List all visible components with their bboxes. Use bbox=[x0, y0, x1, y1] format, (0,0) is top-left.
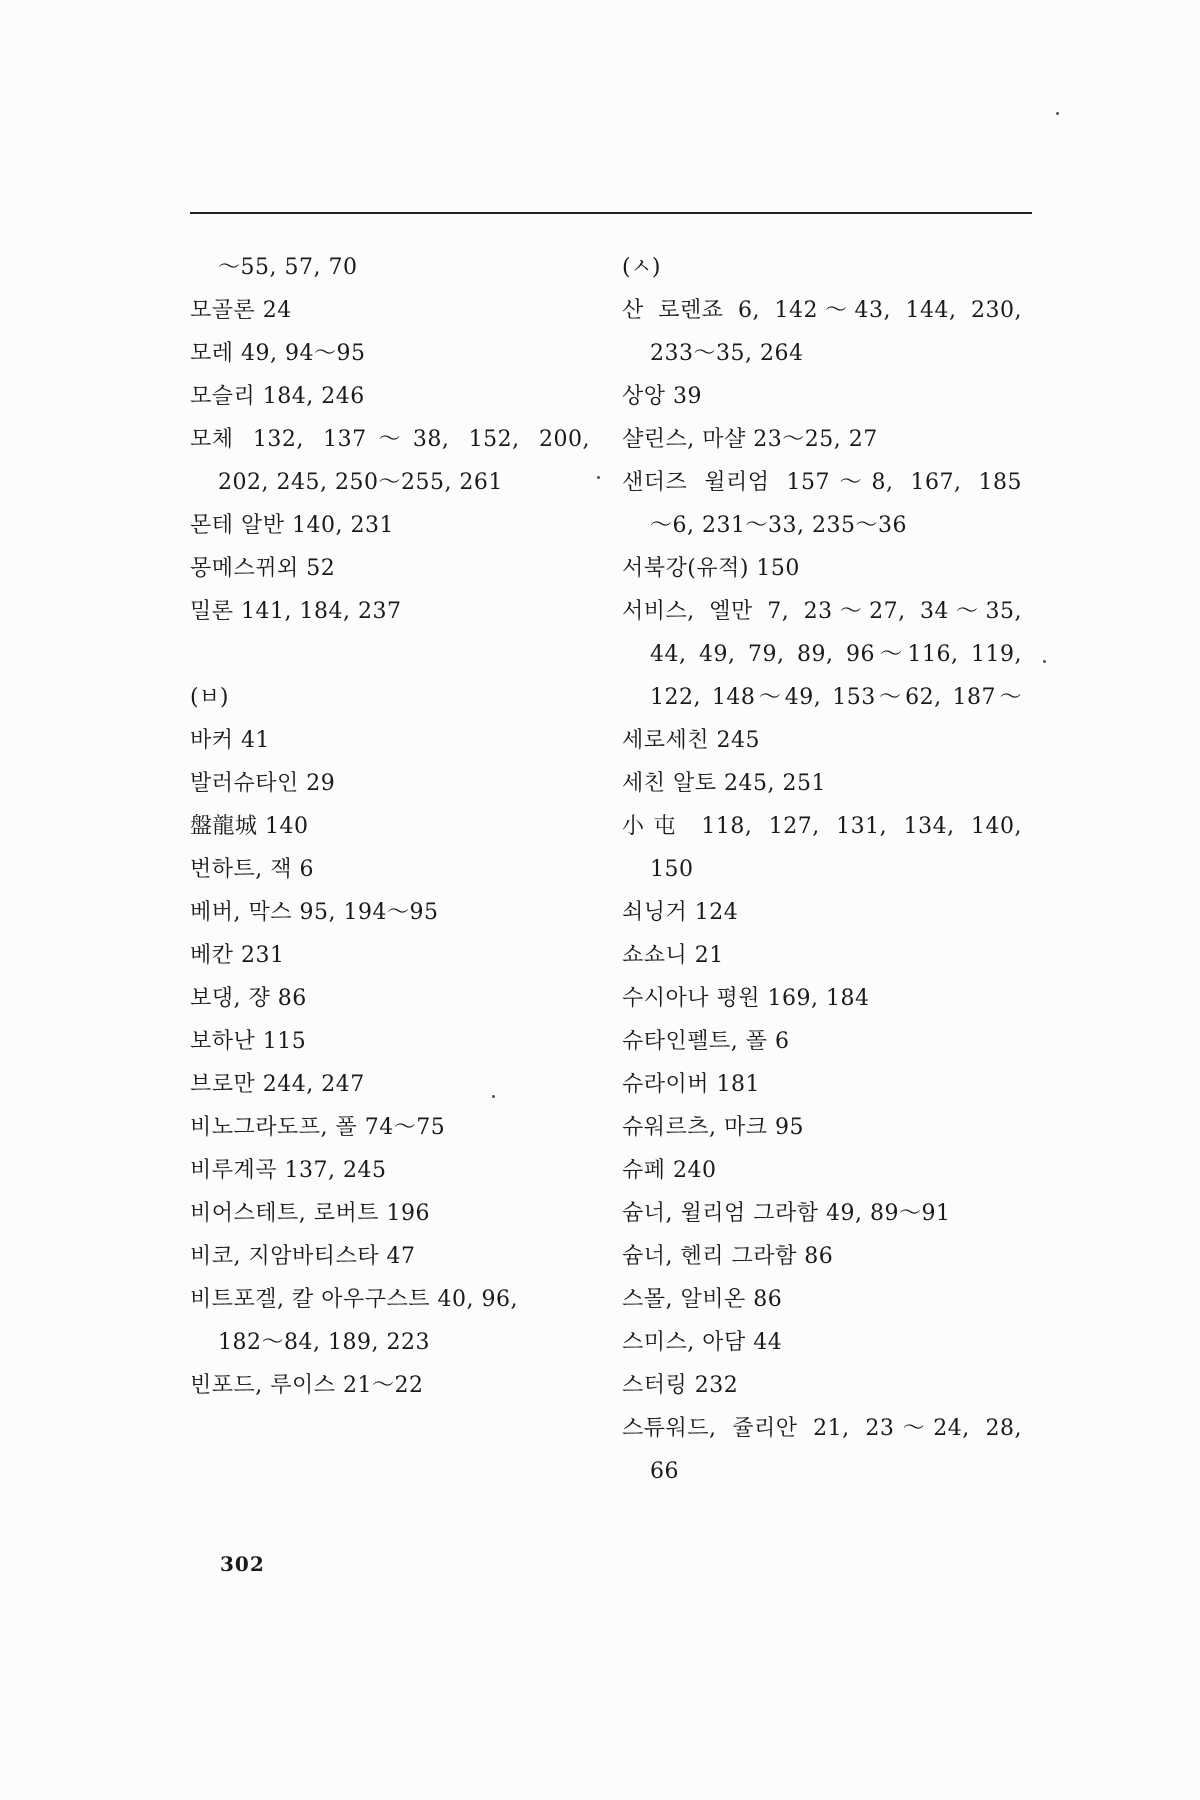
index-entry: ～55, 57, 70 bbox=[218, 255, 358, 280]
index-entry: 빈포드, 루이스 21～22 bbox=[190, 1373, 424, 1398]
index-entry: 쇼쇼니 21 bbox=[622, 943, 724, 968]
index-entry: 슈라이버 181 bbox=[622, 1072, 760, 1097]
index-entry: 스몰, 알비온 86 bbox=[622, 1287, 783, 1312]
index-entry-continuation: ～6, 231～33, 235～36 bbox=[650, 513, 907, 538]
index-entry: 상앙 39 bbox=[622, 384, 702, 409]
index-entry: 세로세친 245 bbox=[622, 728, 760, 753]
index-entry: 바커 41 bbox=[190, 728, 270, 753]
section-heading-b: (ㅂ) bbox=[190, 685, 229, 710]
index-entry-continuation: 66 bbox=[650, 1459, 679, 1484]
index-entry: 번하트, 잭 6 bbox=[190, 857, 314, 882]
index-entry: 보하난 115 bbox=[190, 1029, 307, 1054]
index-entry: 슈페 240 bbox=[622, 1158, 717, 1183]
index-entry: 모슬리 184, 246 bbox=[190, 384, 365, 409]
index-entry: 비어스테트, 로버트 196 bbox=[190, 1201, 430, 1226]
index-entry: 비루계곡 137, 245 bbox=[190, 1158, 387, 1183]
index-entry: 모레 49, 94～95 bbox=[190, 341, 366, 366]
index-entry-continuation: 122, 148～49, 153～62, 187～ bbox=[650, 685, 1022, 710]
index-entry: 모골론 24 bbox=[190, 298, 292, 323]
index-entry: 비코, 지암바티스타 47 bbox=[190, 1244, 416, 1269]
index-entry-continuation: 202, 245, 250～255, 261 bbox=[218, 470, 503, 495]
index-column-right bbox=[622, 246, 1022, 1493]
index-entry: 小屯 118, 127, 131, 134, 140, bbox=[622, 814, 1022, 839]
index-entry: 盤龍城 140 bbox=[190, 814, 309, 839]
index-entry-continuation: 182～84, 189, 223 bbox=[218, 1330, 430, 1355]
index-entry: 발러슈타인 29 bbox=[190, 771, 336, 796]
index-entry: 슘너, 윌리엄 그라함 49, 89～91 bbox=[622, 1201, 951, 1226]
index-entry: 브로만 244, 247 bbox=[190, 1072, 365, 1097]
index-entry: 비트포겔, 칼 아우구스트 40, 96, bbox=[190, 1287, 518, 1312]
print-speck bbox=[1043, 660, 1046, 663]
index-entry: 베칸 231 bbox=[190, 943, 285, 968]
index-entry: 슈워르츠, 마크 95 bbox=[622, 1115, 804, 1140]
index-entry: 스튜워드, 쥴리안 21, 23～24, 28, bbox=[622, 1416, 1022, 1441]
index-entry: 슈타인펠트, 폴 6 bbox=[622, 1029, 790, 1054]
index-entry: 서비스, 엘만 7, 23～27, 34～35, bbox=[622, 599, 1022, 624]
index-entry: 샬린스, 마샬 23～25, 27 bbox=[622, 427, 878, 452]
index-entry: 쇠닝거 124 bbox=[622, 900, 739, 925]
index-entry: 밀론 141, 184, 237 bbox=[190, 599, 402, 624]
page-number: 302 bbox=[220, 1552, 265, 1576]
index-entry-continuation: 233～35, 264 bbox=[650, 341, 804, 366]
index-entry: 비노그라도프, 폴 74～75 bbox=[190, 1115, 446, 1140]
print-speck bbox=[1056, 112, 1059, 115]
section-heading-s: (ㅅ) bbox=[622, 255, 661, 280]
index-entry: 베버, 막스 95, 194～95 bbox=[190, 900, 439, 925]
index-entry: 세친 알토 245, 251 bbox=[622, 771, 826, 796]
print-speck bbox=[492, 1095, 495, 1098]
index-entry-continuation: 44, 49, 79, 89, 96～116, 119, bbox=[650, 642, 1022, 667]
index-entry: 슘너, 헨리 그라함 86 bbox=[622, 1244, 834, 1269]
index-entry: 보댕, 쟝 86 bbox=[190, 986, 307, 1011]
index-entry: 몬테 알반 140, 231 bbox=[190, 513, 394, 538]
index-entry: 스터링 232 bbox=[622, 1373, 739, 1398]
index-column-left bbox=[190, 246, 590, 1407]
index-entry-continuation: 150 bbox=[650, 857, 694, 882]
header-rule bbox=[190, 212, 1032, 214]
index-entry: 산 로렌죠 6, 142～43, 144, 230, bbox=[622, 298, 1022, 323]
index-entry: 샌더즈 윌리엄 157～8, 167, 185 bbox=[622, 470, 1022, 495]
print-speck bbox=[597, 476, 600, 479]
index-entry: 서북강(유적) 150 bbox=[622, 556, 800, 581]
index-entry: 스미스, 아담 44 bbox=[622, 1330, 783, 1355]
index-entry: 수시아나 평원 169, 184 bbox=[622, 986, 870, 1011]
index-entry: 몽메스뀌외 52 bbox=[190, 556, 336, 581]
section-spacer bbox=[190, 633, 590, 676]
index-entry: 모체 132, 137～38, 152, 200, bbox=[190, 427, 590, 452]
